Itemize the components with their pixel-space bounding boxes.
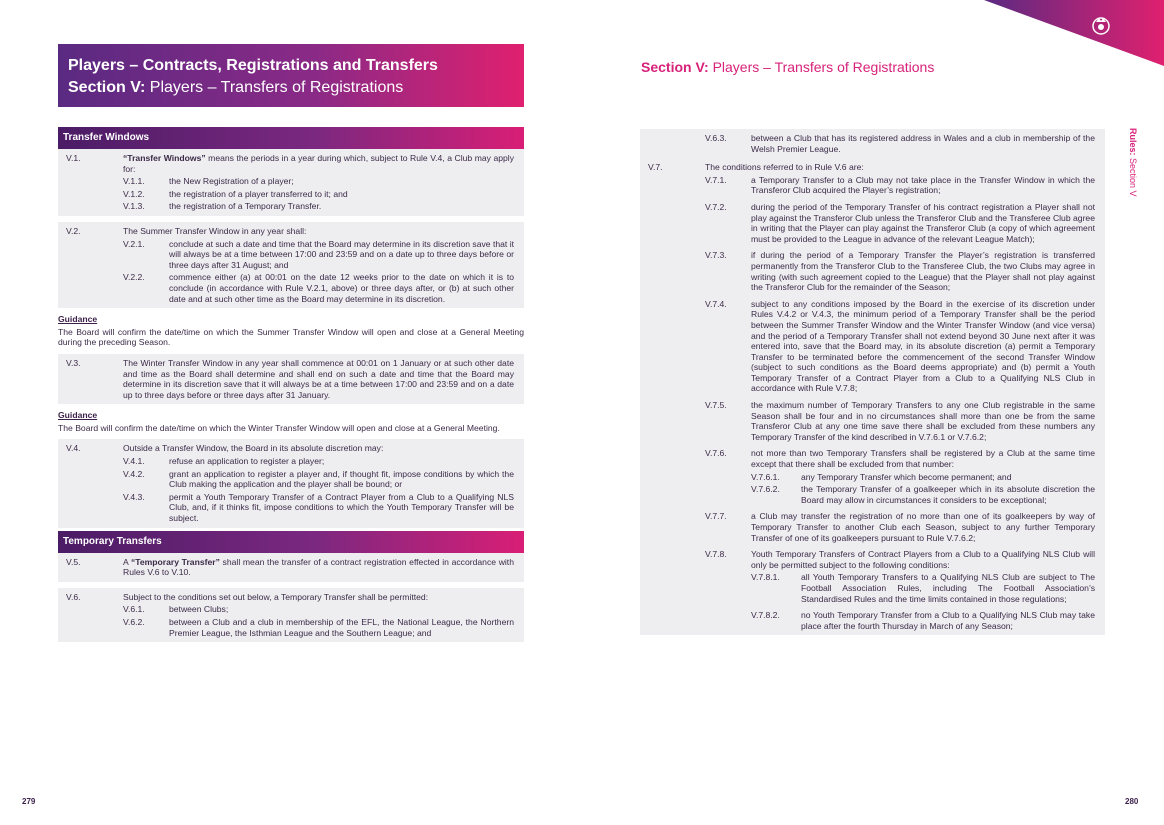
corner-decoration <box>964 0 1164 70</box>
header-subtitle: Section V: Players – Transfers of Registrations <box>68 79 404 96</box>
rule-v7-block: V.6.3. between a Club that has its registered address in Wales and a club in membership of the Welsh Premier League. V.7. The conditions referred to in Rule V.6 are: V.7.1. a Temporary Transfer to a Club may not take place in the Transfer Window in which the Transferor Club acquired the Player’s registration; V.7.2. during the period of the Temporary Transfer of his contract registration a Player shall not play against the Transferor Club unless the Transferor Club and the Transferee Club agree in writing that the Player can play against the Transferor Club (a copy of which agreement must be provided to the League in advance of the relevant League Match); V.7.3. if during the period of a Temporary Transfer the Player’s registration is transferred permanently from the Transferor Club to the Transferee Club, the two Clubs may agree in writing (with such agreement copied to the League) that the Player shall not play against the Transferor Club for the remainder of the Season; V.7.4. subject to any conditions imposed by the Board in the exercise of its discretion under Rules V.4.2 or V.4.3, the minimum period of a Temporary Transfer shall be the period between the Summer Transfer Window and the Winter Transfer Window (and vice versa) and the period of a Temporary Transfer shall not extend beyond 30 June next after it was entered into, save that the Board may, in its absolute discretion (a) permit a Temporary Transfer to be terminated before the commencement of the second Transfer Window (subject to such conditions as the Board deems appropriate) and (b) permit a Youth Temporary Transfer of a Contract Player from a Club to a Qualifying NLS Club in accordance with Rule V.7.8; V.7.5. the maximum number of Temporary Transfers to any one Club registrable in the same Season shall be four and in no circumstances shall more than one be from the same Transferor Club at any one time save there shall be excluded from these numbers any Temporary Transfer of the kind described in V.7.6.1 or V.7.6.2; V.7.6. not more than two Temporary Transfers shall be registered by a Club at the same time except that there shall be excluded from that number: V.7.6.1. any Temporary Transfer which become permanent; and V.7.6.2. the Temporary Transfer of a goalkeeper which in its absolute discretion the Board may allow in circumstances it considers to be exceptional; V.7.7. a Club may transfer the registration of no more than one of its goalkeepers by way of Temporary Transfer to another Club each Season, subject to any further Temporary Transfer of one of its goalkeepers pursuant to Rule V.7.6.2; V.7.8. Youth Temporary Transfers of Contract Players from a Club to a Qualifying NLS Club will only be permitted subject to the following conditions: V.7.8.1. all Youth Temporary Transfers to a Qualifying NLS Club are subject to The Football Association Rules, including The Football Association’s Standardised Rules and the time limits contained in those regulations; V.7.8.2. no Youth Temporary Transfer from a Club to a Qualifying NLS Club may take place after the fourth Thursday in March of any Season; <box>640 129 1105 635</box>
right-section-title: Section V: Players – Transfers of Registrations <box>641 59 935 75</box>
temporary-transfers-heading: Temporary Transfers <box>58 531 524 553</box>
header-title: Players – Contracts, Registrations and Transfers <box>68 57 438 74</box>
right-column <box>640 129 1105 635</box>
side-tab: Rules: Section V <box>1128 128 1138 197</box>
rule-v3: V.3. The Winter Transfer Window in any year shall commence at 00:01 on 1 January or at such other date and time as the Board shall determine and shall end on such a date and time that the Board may determine in its discretion save that it will always be at a time between 17:00 and 23:59 and on a date up to three days before or three days after 31 January. <box>58 354 524 404</box>
left-column <box>58 127 524 642</box>
rule-v5: V.5. A “Temporary Transfer” shall mean the transfer of a contract registration effected in accordance with Rules V.6 to V.10. <box>58 553 524 582</box>
page-number-right: 280 <box>1125 797 1139 806</box>
guidance-1: Guidance The Board will confirm the date/time on which the Summer Transfer Window will open and close at a General Meeting during the preceding Season. <box>58 314 524 348</box>
rule-v4: V.4. Outside a Transfer Window, the Board in its absolute discretion may: V.4.1. refuse an application to register a player; V.4.2. grant an application to register a player and, if thought fit, impose conditions by which the Club making the application and the player shall be bound; or V.4.3. permit a Youth Temporary Transfer of a Contract Player from a Club to a Qualifying NLS Club, and, if it thinks fit, impose conditions to which the Youth Temporary Transfer will be subject. <box>58 439 524 527</box>
transfer-windows-heading: Transfer Windows <box>58 127 524 149</box>
guidance-2: Guidance The Board will confirm the date/time on which the Winter Transfer Window will open and close at a General Meeting. <box>58 410 500 433</box>
page-number-left: 279 <box>22 797 36 806</box>
rule-v1: V.1. “Transfer Windows” means the periods in a year during which, subject to Rule V.4, a Club may apply for: V.1.1. the New Registration of a player; V.1.2. the registration of a player transferred to it; and V.1.3. the registration of a Temporary Transfer. <box>58 149 524 216</box>
left-section-header <box>58 44 524 107</box>
rule-v2: V.2. The Summer Transfer Window in any year shall: V.2.1. conclude at such a date and time that the Board may determine in its discretion save that it will always be at a time between 17:00 and 23:59 and on a date up to three days before or three days after 31 August; and V.2.2. commence either (a) at 00:01 on the date 12 weeks prior to the date on which it is to conclude (in accordance with Rule V.2.1, above) or three days after, or (b) at such other date and at such other time as the Board may determine in its discretion. <box>58 222 524 308</box>
rule-v6: V.6. Subject to the conditions set out below, a Temporary Transfer shall be permitted: V.6.1. between Clubs; V.6.2. between a Club and a club in membership of the EFL, the National League, the Northern Premier League, the Isthmian League and the Southern League; and <box>58 588 524 642</box>
